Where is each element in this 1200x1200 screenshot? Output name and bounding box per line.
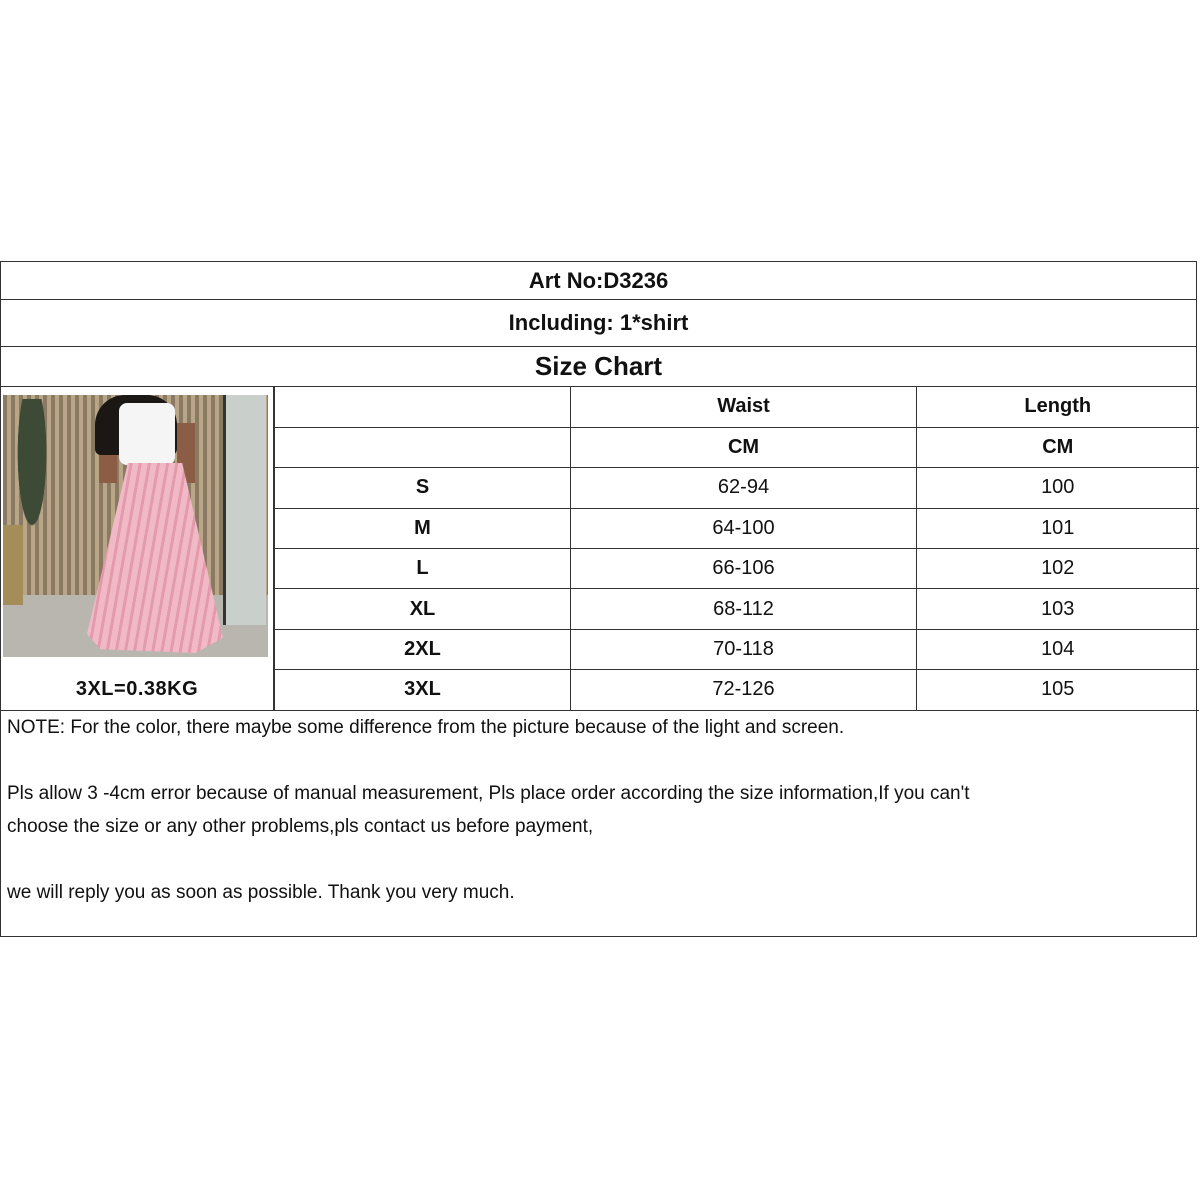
length-cell: 103 xyxy=(917,589,1199,629)
table-row xyxy=(275,589,1199,629)
note-measurement: Pls allow 3 -4cm error because of manual measurement, Pls place order according the size information,If you can't xyxy=(7,783,970,804)
table-row xyxy=(275,629,1199,669)
waist-cell: 62-94 xyxy=(571,468,917,508)
length-cell: 100 xyxy=(917,468,1199,508)
unit-cell-length: CM xyxy=(917,427,1199,467)
photo-model-top xyxy=(119,403,175,465)
size-cell: S xyxy=(275,468,571,508)
table-row xyxy=(275,468,1199,508)
size-chart-sheet xyxy=(0,261,1197,937)
art-number: Art No:D3236 xyxy=(1,262,1196,300)
length-cell: 105 xyxy=(917,670,1199,710)
size-cell: 2XL xyxy=(275,629,571,669)
size-cell: L xyxy=(275,549,571,589)
waist-cell: 64-100 xyxy=(571,508,917,548)
waist-cell: 68-112 xyxy=(571,589,917,629)
photo-plant xyxy=(7,399,57,579)
product-photo-cell xyxy=(1,387,274,669)
header-cell-length: Length xyxy=(917,387,1199,427)
length-cell: 101 xyxy=(917,508,1199,548)
unit-cell-size xyxy=(275,427,571,467)
product-photo xyxy=(3,395,268,657)
header-cell-waist: Waist xyxy=(571,387,917,427)
waist-cell: 72-126 xyxy=(571,670,917,710)
size-grid xyxy=(1,387,1196,710)
photo-model-skirt xyxy=(87,463,223,653)
note-thanks: we will reply you as soon as possible. Thank you very much. xyxy=(7,882,515,903)
size-cell: XL xyxy=(275,589,571,629)
table-row xyxy=(275,670,1199,710)
length-cell: 104 xyxy=(917,629,1199,669)
chart-title: Size Chart xyxy=(1,347,1196,387)
weight-note: 3XL=0.38KG xyxy=(1,669,274,710)
table-header-row xyxy=(275,387,1199,427)
notes-section xyxy=(1,710,1196,938)
table-units-row xyxy=(275,427,1199,467)
photo-mirror xyxy=(223,395,266,625)
note-contact: choose the size or any other problems,pls contact us before payment, xyxy=(7,816,594,837)
table-row xyxy=(275,508,1199,548)
waist-cell: 66-106 xyxy=(571,549,917,589)
table-row xyxy=(275,549,1199,589)
unit-cell-waist: CM xyxy=(571,427,917,467)
size-cell: 3XL xyxy=(275,670,571,710)
length-cell: 102 xyxy=(917,549,1199,589)
size-table xyxy=(274,387,1199,711)
size-cell: M xyxy=(275,508,571,548)
header-cell-size xyxy=(275,387,571,427)
waist-cell: 70-118 xyxy=(571,629,917,669)
note-color: NOTE: For the color, there maybe some difference from the picture because of the light and screen. xyxy=(7,717,845,738)
including-line: Including: 1*shirt xyxy=(1,300,1196,347)
